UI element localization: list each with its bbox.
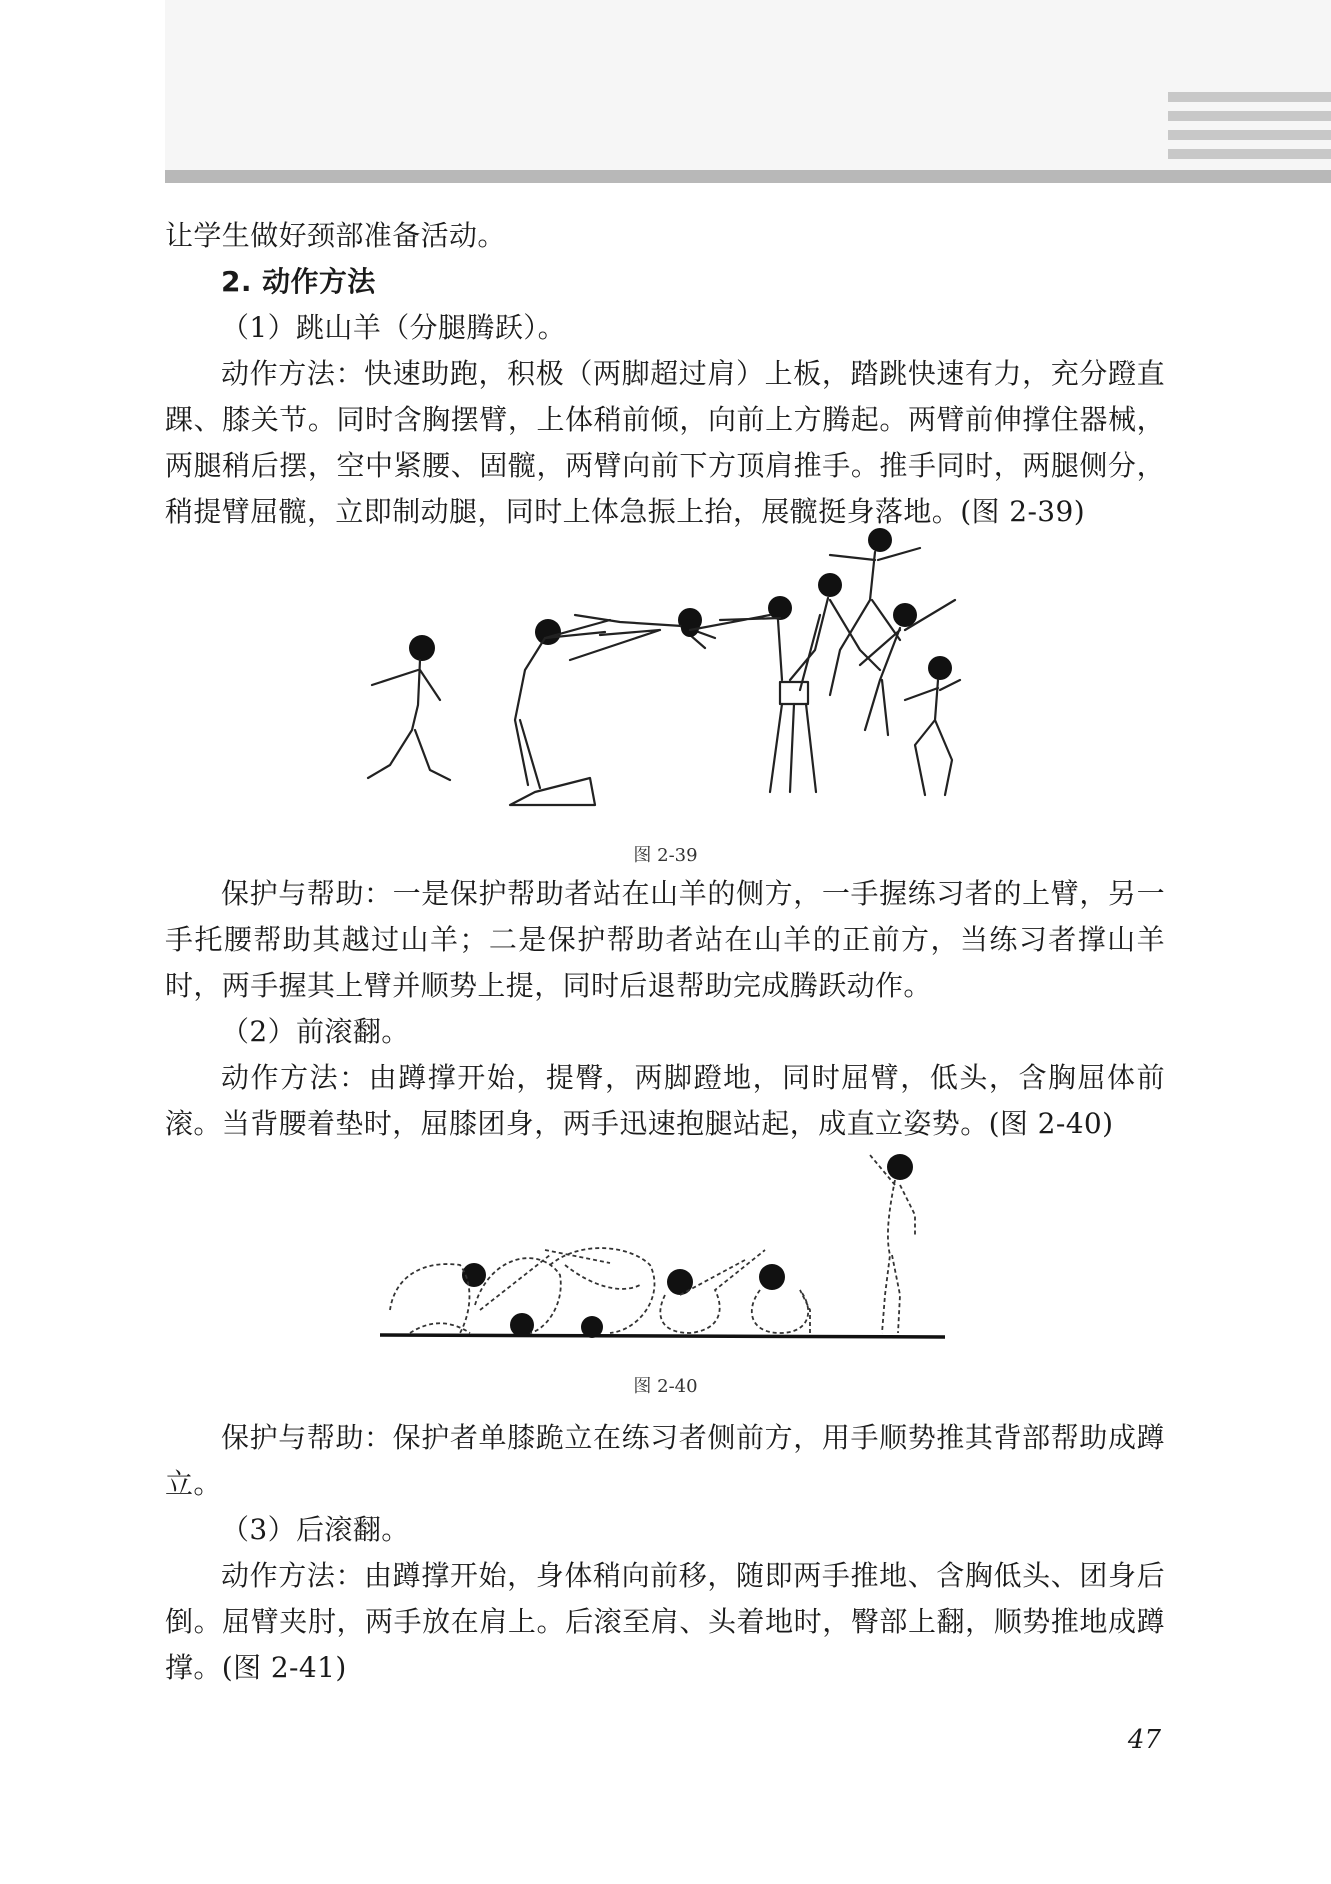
subheading-vault: （1）跳山羊（分腿腾跃）。 [221,311,567,344]
roll-figure [545,1248,654,1338]
figure-2-39-caption: 图 2-39 [633,845,698,866]
squat-figure [752,1264,810,1333]
paragraph-vault-method: 动作方法：快速助跑，积极（两脚超过肩）上板，踏跳快速有力，充分蹬直踝、膝关节。同时含胸摆臂，上体稍前倾，向前上方腾起。两臂前伸撑住器械，两腿稍后摆，空中紧腰、固髋，两臂向前下方顶肩推手。推手同时，两腿侧分，稍提臂屈髋，立即制动腿，同时上体急振上抬，展髋挺身落地。(图 2-39) [165,357,1165,528]
paragraph-backward-roll-method: 动作方法：由蹲撑开始，身体稍向前移，随即两手推地、含胸低头、团身后倒。屈臂夹肘，两手放在肩上。后滚至肩、头着地时，臀部上翻，顺势推地成蹲撑。(图 2-41) [165,1559,1165,1684]
header-band [165,0,1331,175]
page-number: 47 [1127,1725,1161,1755]
ground-line [380,1335,945,1337]
vault-horse-top [780,682,808,704]
situp-figure [660,1250,765,1333]
tuck-figure-1 [475,1255,561,1337]
header-stripes [1168,92,1331,168]
paragraph-vault-assist: 保护与帮助：一是保护帮助者站在山羊的侧方，一手握练习者的上臂，另一手托腰帮助其越过山羊；二是保护帮助者站在山羊的正前方，当练习者撑山羊时，两手握其上臂并顺势上提，同时后退帮助完成腾跃动作。 [165,877,1165,1002]
landing-figure [905,656,960,795]
standing-figure [870,1154,915,1333]
header-rule [165,170,1331,183]
support-figure [690,596,792,680]
figure-2-39-illustration [360,520,980,820]
paragraph-forward-roll-method: 动作方法：由蹲撑开始，提臀，两脚蹬地，同时屈臂，低头，含胸屈体前滚。当背腰着垫时，屈膝团身，两手迅速抱腿站起，成直立姿势。(图 2-40) [165,1061,1165,1140]
section-heading-methods: 2. 动作方法 [221,265,376,298]
figure-2-40-caption: 图 2-40 [633,1376,698,1397]
paragraph-forward-roll-assist: 保护与帮助：保护者单膝跪立在练习者侧前方，用手顺势推其背部帮助成蹲立。 [165,1421,1165,1500]
subheading-forward-roll: （2）前滚翻。 [221,1015,410,1048]
springboard-shape [510,778,595,805]
figure-2-40-illustration [370,1145,950,1345]
subheading-backward-roll: （3）后滚翻。 [221,1513,410,1546]
crouch-figure [390,1263,486,1333]
runner-figure [368,635,450,780]
takeoff-figure [515,619,610,788]
paragraph-neck-warmup: 让学生做好颈部准备活动。 [165,219,506,252]
